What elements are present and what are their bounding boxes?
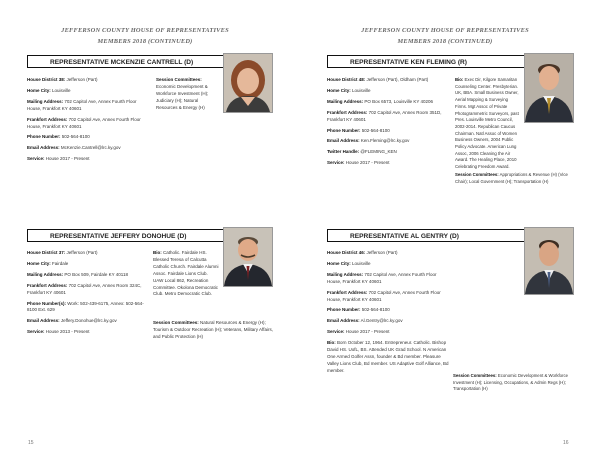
mailing-value: 702 Capitol Ave, Annex Fourth Floor House, Frankfort KY 40601 [327,271,437,284]
email-label: Email Address: [27,318,60,324]
committees-label: Session Committees: [455,172,499,177]
bio-value: Exec Dir, Kilgore Samaritan Counseling Center. Presbyterian. UK, BBA. Small Business Owner, Aerial Mapping & Surveying Firms. Mgt Assoc of Private Photogrammetric Surveyors, past Pres. Louisville Metro Council, 2002-2014. Republican Caucus Chairman. Natl Assoc of Women Business Owners, 2004 Public Policy Advocate. American Lung Assoc, 2006 Cleaning the Air Award. The Healing Place, 2010 Celebrating Freedom Award. [455,77,519,170]
mailing-value: 702 Capitol Ave, Annex Fourth Floor House, Frankfort KY 40601 [27,98,137,111]
bio-label: Bio: [327,340,336,346]
home-city-label: Home City: [327,87,351,93]
frankfort-value: 702 Capitol Ave, Annex Room 351D, Frankfort KY 40601 [327,109,442,122]
bio-value: Catholic. Fairdale HS. Blessed Teresa of Calcutta Catholic Church. Fairdale Alumni Assoc. Fairdale Lions Club. UAW Local 862, Recreation Committee. Okolona Democratic Club. Metro Democratic Club. [153,250,219,297]
committees-value: Economic Development & Workforce Investment (H); Judiciary (H); Natural Resources & Energy (H) [156,83,209,110]
member-name-heading: REPRESENTATIVE KEN FLEMING (R) [327,55,563,68]
member-details [327,77,451,171]
member-photo [524,53,574,123]
committees-value: Economic Development & Workforce Investment (H); Licensing, Occupations, & Admin Regs (H); Transportation (H) [453,373,569,392]
home-city-label: Home City: [27,87,51,93]
portrait-man-icon [525,228,573,294]
phone-value: 502-564-8100 [60,134,90,140]
portrait-man-icon [224,228,272,286]
home-city-label: Home City: [27,260,51,266]
email-value: McKenzie.Cantrell@lrc.ky.gov [59,145,121,151]
member-committees [455,172,575,189]
email-label: Email Address: [27,145,60,151]
phone-value: 502-564-8100 [360,307,390,313]
district-label: House District 37: [27,250,66,255]
frankfort-label: Frankfort Address: [327,289,368,295]
member-photo [223,227,273,287]
district-label: House District 38: [27,77,66,82]
committees-value: Appropriations & Revenue (H) (Vice Chair); Local Government (H); Transportation (H) [455,172,568,184]
home-city-value: Louisville [350,260,371,266]
committees-label: Session Committees: [453,373,497,378]
mailing-label: Mailing Address: [327,98,364,104]
phone-value: Work: 502-439-6175, Annex: 502-564-8100 Ext. 629 [27,300,144,313]
home-city-value: Fairdale [50,260,69,266]
service-value: House 2017 - Present [44,156,90,162]
service-label: Service: [327,329,345,335]
phone-label: Phone Number(s): [27,300,67,306]
bio-value: Born October 12, 1964. Entrepreneur. Catholic. Bishop David HS. UofL, BS. Attended UK Grad School. N American One Armed Golfer Assn, founder & Bd member. Pleasure Valley Lions Club, Bd member. US Adaptive Golf Alliance, Bd member. [327,340,449,373]
email-label: Email Address: [327,138,360,144]
portrait-woman-icon [224,54,272,112]
running-head-line-2: MEMBERS 2018 (CONTINUED) [97,38,193,45]
district-value: Jefferson (Part), Oldham (Part) [365,77,429,82]
mailing-label: Mailing Address: [27,98,64,104]
frankfort-value: 702 Capitol Ave, Annex Room 324C, Frankfort KY 40601 [27,282,142,295]
email-value: Jeffery.Donohue@lrc.ky.gov [59,318,117,324]
frankfort-label: Frankfort Address: [327,109,368,115]
phone-value: 502-564-8100 [360,127,390,133]
service-label: Service: [27,156,45,162]
mailing-label: Mailing Address: [27,271,64,277]
member-committees [156,77,220,116]
frankfort-label: Frankfort Address: [27,282,68,288]
district-label: House District 46: [327,250,366,255]
running-head-right [310,25,580,47]
phone-label: Phone Number: [327,307,361,313]
member-details [27,250,147,340]
member-committees [453,373,576,397]
running-head-line-1: JEFFERSON COUNTY HOUSE OF REPRESENTATIVES [61,27,229,34]
twitter-value: @FLEMING_KEN [359,149,397,155]
mailing-value: PO Box 6573, Louisville KY 40206 [363,98,434,104]
district-label: House District 48: [327,77,366,82]
frankfort-value: 702 Capitol Ave, Annex Fourth Floor House, Frankfort KY 40601 [327,289,441,302]
running-head-line-1: JEFFERSON COUNTY HOUSE OF REPRESENTATIVES [361,27,529,34]
mailing-label: Mailing Address: [327,271,364,277]
phone-label: Phone Number: [27,134,61,140]
member-name-heading: REPRESENTATIVE AL GENTRY (D) [327,229,563,242]
home-city-value: Louisville [350,87,371,93]
district-value: Jefferson (Part) [65,77,98,82]
service-label: Service: [327,160,345,166]
email-value: Al.Gentry@lrc.ky.gov [359,318,403,324]
member-details [327,250,449,379]
page-number-right: 16 [563,440,569,446]
email-label: Email Address: [327,318,360,324]
service-value: House 2017 - Present [344,329,390,335]
district-value: Jefferson (Part) [365,250,398,255]
home-city-value: Louisville [50,87,71,93]
home-city-label: Home City: [327,260,351,266]
member-photo [524,227,574,295]
service-value: House 2013 - Present [44,329,90,335]
bio-label: Bio: [153,250,162,255]
email-value: Ken.Fleming@lrc.ky.gov [359,138,410,144]
committees-label: Session Committees: [153,320,199,325]
page-number-left: 15 [28,440,34,446]
member-bio [455,77,521,175]
service-label: Service: [27,329,45,335]
service-value: House 2017 - Present [344,160,390,166]
member-photo [223,53,273,113]
running-head-line-2: MEMBERS 2018 (CONTINUED) [397,38,493,45]
member-name-heading: REPRESENTATIVE MCKENZIE CANTRELL (D) [27,55,264,68]
committees-label: Session Committees: [156,77,202,82]
committees-value: Natural Resources & Energy (H); Tourism & Outdoor Recreation (H); Veterans, Military Affairs, and Public Protection (H) [153,320,273,339]
district-value: Jefferson (Part) [65,250,98,255]
frankfort-value: 702 Capitol Ave, Annex Fourth Floor House, Frankfort KY 40601 [27,116,141,129]
member-details [27,77,152,167]
member-bio [153,250,219,302]
mailing-value: PO Box 509, Fairdale KY 40118 [63,271,128,277]
twitter-label: Twitter Handle: [327,149,360,155]
member-committees [153,320,276,345]
phone-label: Phone Number: [327,127,361,133]
running-head-left [10,25,280,47]
bio-label: Bio: [455,77,464,82]
portrait-man-icon [525,54,573,122]
frankfort-label: Frankfort Address: [27,116,68,122]
member-name-heading: REPRESENTATIVE JEFFERY DONOHUE (D) [27,229,264,242]
